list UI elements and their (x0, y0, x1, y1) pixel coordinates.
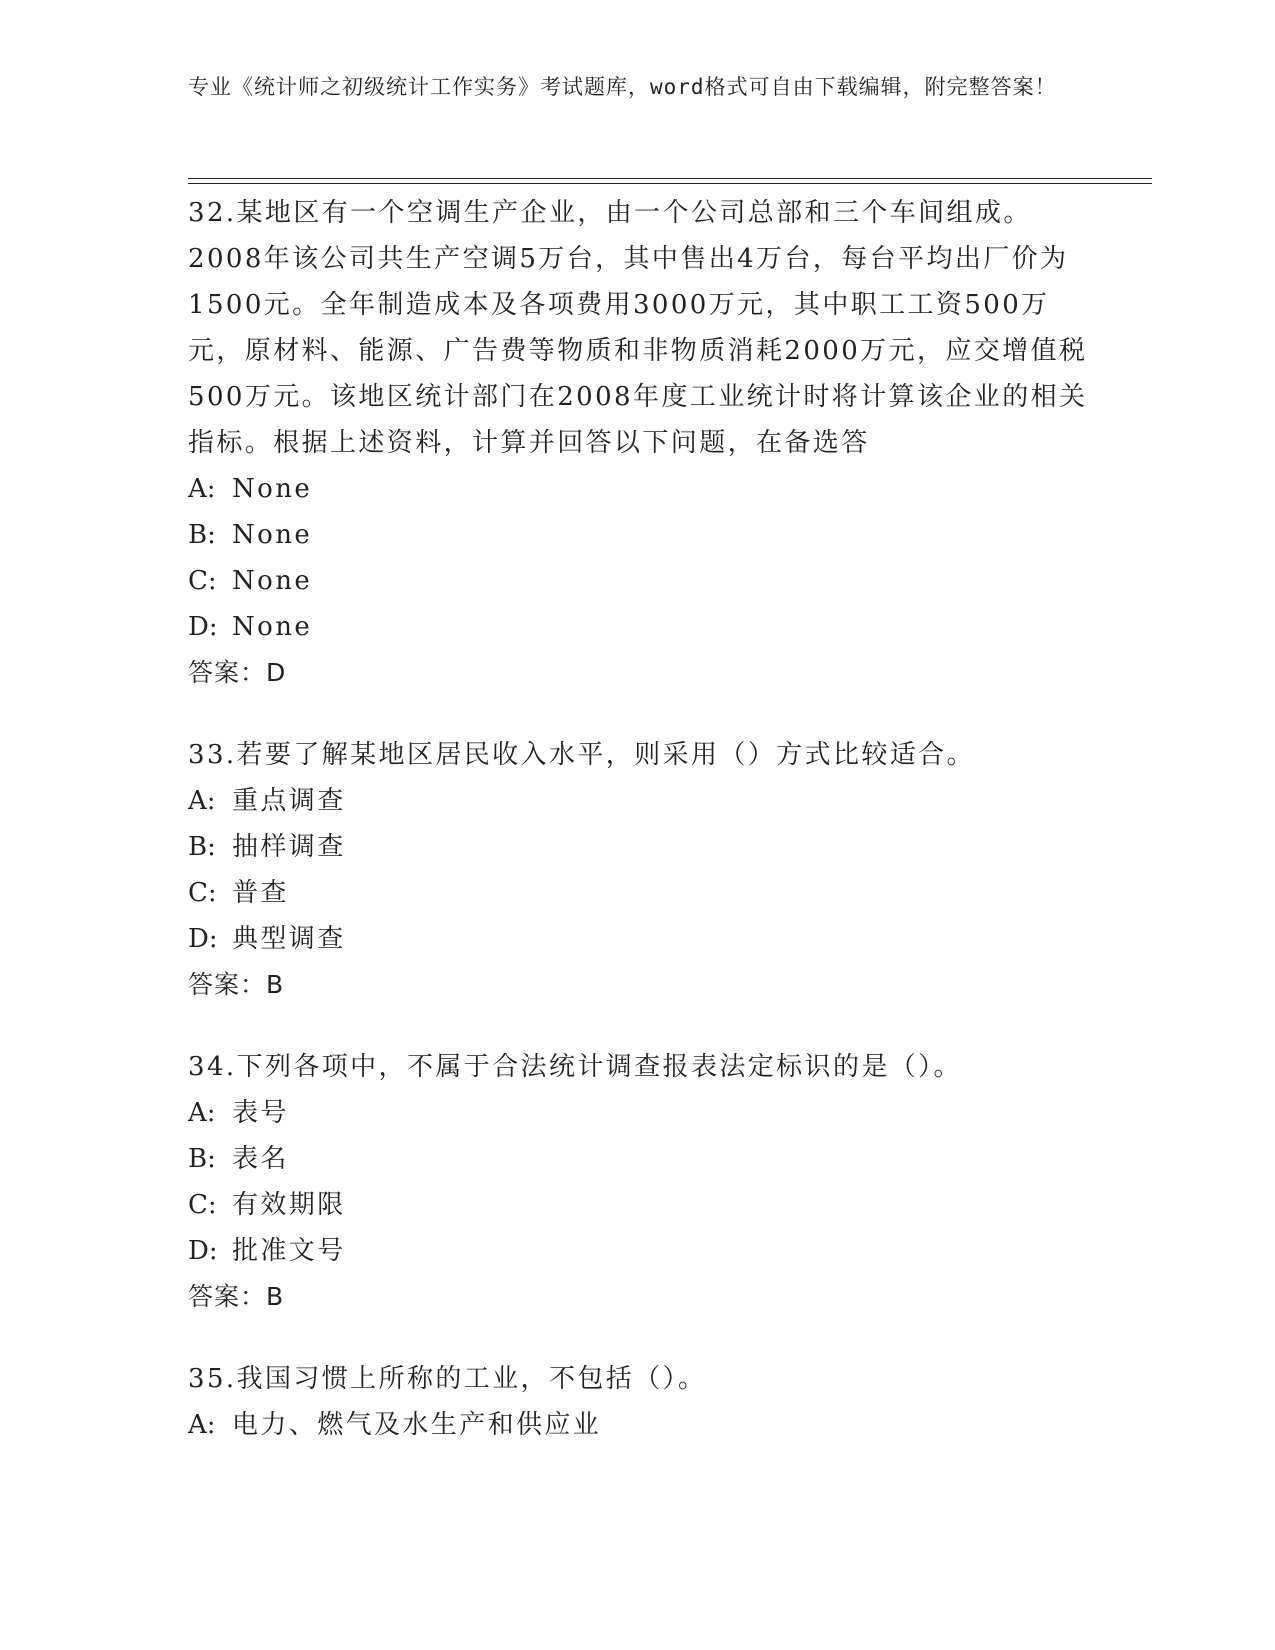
option-text: None (232, 612, 313, 642)
option-text: None (232, 474, 313, 504)
option-d (188, 604, 1088, 650)
option-text: 表号 (232, 1098, 289, 1128)
question-stem: 32.某地区有一个空调生产企业，由一个公司总部和三个车间组成。2008年该公司共生产空调5万台，其中售出4万台，每台平均出厂价为1500元。全年制造成本及各项费用3000万元，其中职工工资500万元，原材料、能源、广告费等物质和非物质消耗2000万元，应交增值税500万元。该地区统计部门在2008年度工业统计时将计算该企业的相关指标。根据上述资料，计算并回答以下问题，在备选答 (188, 198, 1088, 458)
option-letter: D: (188, 1236, 218, 1266)
option-text: 普查 (232, 878, 289, 908)
option-b (188, 1136, 1088, 1182)
option-text: None (232, 520, 313, 550)
answer-line: 答案：B (188, 1282, 285, 1311)
question-spacer (188, 1320, 1088, 1356)
option-letter: C: (188, 878, 217, 908)
option-text: 电力、燃气及水生产和供应业 (232, 1410, 602, 1440)
option-letter: D: (188, 612, 218, 642)
question-spacer (188, 1008, 1088, 1044)
question-spacer (188, 696, 1088, 732)
option-letter: A: (188, 1410, 216, 1440)
question-block (188, 190, 1088, 696)
option-letter: A: (188, 1098, 216, 1128)
option-d (188, 1228, 1088, 1274)
question-stem: 35.我国习惯上所称的工业，不包括（）。 (188, 1364, 707, 1394)
answer-line: 答案：D (188, 658, 287, 687)
option-text: 重点调查 (232, 786, 346, 816)
option-text: 有效期限 (232, 1190, 346, 1220)
question-stem: 34.下列各项中，不属于合法统计调查报表法定标识的是（）。 (188, 1052, 962, 1082)
option-a (188, 466, 1088, 512)
option-letter: A: (188, 786, 216, 816)
option-b (188, 824, 1088, 870)
option-a (188, 1402, 1088, 1448)
question-list (188, 190, 1088, 1448)
option-c (188, 558, 1088, 604)
header-divider-top (188, 178, 1152, 179)
option-letter: D: (188, 924, 218, 954)
option-b (188, 512, 1088, 558)
option-a (188, 1090, 1088, 1136)
option-c (188, 870, 1088, 916)
question-block (188, 732, 1088, 1008)
option-letter: B: (188, 832, 216, 862)
document-header: 专业《统计师之初级统计工作实务》考试题库，word格式可自由下载编辑，附完整答案！ (188, 75, 1057, 99)
option-text: 表名 (232, 1144, 289, 1174)
question-stem: 33.若要了解某地区居民收入水平，则采用（）方式比较适合。 (188, 740, 975, 770)
question-block (188, 1356, 1088, 1448)
option-letter: B: (188, 520, 216, 550)
question-block (188, 1044, 1088, 1320)
header-divider-bottom (188, 183, 1152, 184)
option-a (188, 778, 1088, 824)
option-text: None (232, 566, 313, 596)
answer-line: 答案：B (188, 970, 285, 999)
option-text: 批准文号 (232, 1236, 346, 1266)
option-letter: B: (188, 1144, 216, 1174)
option-letter: C: (188, 1190, 217, 1220)
option-c (188, 1182, 1088, 1228)
option-text: 抽样调查 (232, 832, 346, 862)
option-d (188, 916, 1088, 962)
option-letter: A: (188, 474, 216, 504)
option-letter: C: (188, 566, 217, 596)
option-text: 典型调查 (232, 924, 346, 954)
